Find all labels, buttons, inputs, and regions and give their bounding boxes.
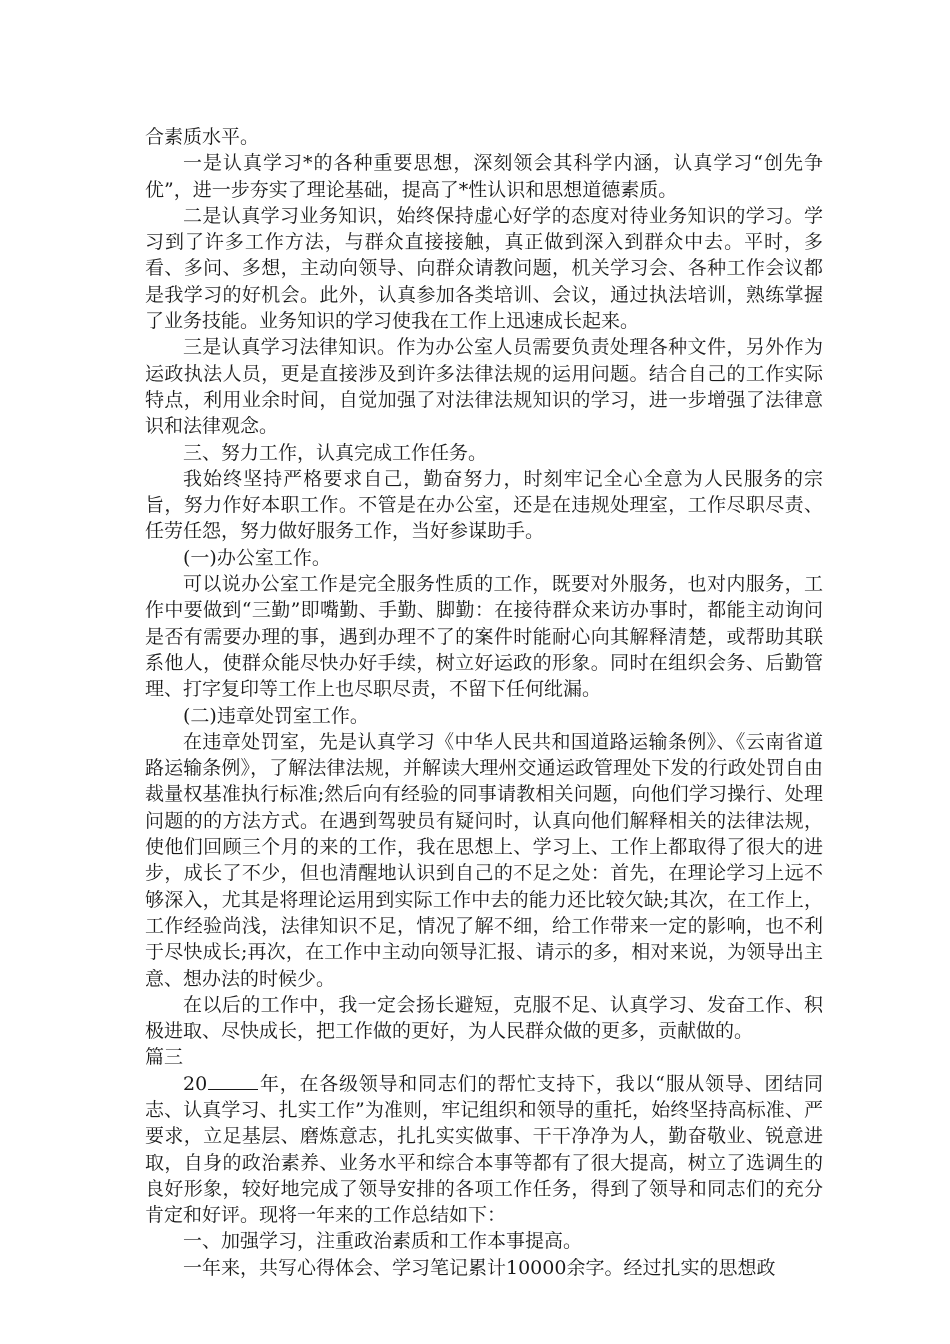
paragraph-study-theory: 一是认真学习*的各种重要思想，深刻领会其科学内涵，认真学习“创先争优”，进一步夯实了理论基础，提高了*性认识和思想道德素质。	[145, 152, 823, 201]
section-title-part-three: 篇三	[145, 1046, 184, 1069]
paragraph-study-business: 二是认真学习业务知识，始终保持虚心好学的态度对待业务知识的学习。学习到了许多工作方法，与群众直接接触，真正做到深入到群众中去。平时，多看、多问、多想，主动向领导、向群众请教问题，机关学习会、各种工作会议都是我学习的好机会。此外，认真参加各类培训、会议，通过执法培训，熟练掌握了业务技能。业务知识的学习使我在工作上迅速成长起来。	[145, 204, 823, 333]
paragraph-penalty-office: 在违章处罚室，先是认真学习《中华人民共和国道路运输条例》、《云南省道路运输条例》，了解法律法规，并解读大理州交通运政管理处下发的行政处罚自由裁量权基准执行标准;然后向有经验的同事请教相关问题，向他们学习操行、处理问题的的方法方式。在遇到驾驶员有疑问时，认真向他们解释相关的法律法规，使他们回顾三个月的来的工作，我在思想上、学习上、工作上都取得了很大的进步，成长了不少，但也清醒地认识到自己的不足之处：首先，在理论学习上远不够深入，尤其是将理论运用到实际工作中去的能力还比较欠缺;其次，在工作上，工作经验尚浅，法律知识不足，情况了解不细，给工作带来一定的影响，也不利于尽快成长;再次，在工作中主动向领导汇报、请示的多，相对来说，为领导出主意、想办法的时候少。	[145, 730, 823, 990]
paragraph-continuation: 合素质水平。	[145, 126, 260, 148]
subheading-office-work: (一)办公室工作。	[183, 546, 331, 569]
paragraph-future-work: 在以后的工作中，我一定会扬长避短，克服不足、认真学习、发奋工作、积极进取、尽快成长，把工作做的更好，为人民群众做的更多，贡献做的。	[145, 993, 823, 1043]
annual-intro-text: 年，在各级领导和同志们的帮忙支持下，我以“服从领导、团结同志、认真学习、扎实工作”为准则，牢记组织和领导的重托，始终坚持高标准、严要求，立足基层、磨炼意志，扎扎实实做事、干干净净为人，勤奋敬业、锐意进取，自身的政治素养、业务水平和综合本事等都有了很大提高，树立了选调生的良好形象，较好地完成了领导安排的各项工作任务，得到了领导和同志们的充分肯定和好评。现将一年来的工作总结如下：	[145, 1072, 823, 1227]
paragraph-office-work: 可以说办公室工作是完全服务性质的工作，既要对外服务，也对内服务，工作中要做到“三勤”即嘴勤、手勤、脚勤：在接待群众来访办事时，都能主动询问是否有需要办理的事，遇到办理不了的案件时能耐心向其解释清楚，或帮助其联系他人，使群众能尽快办好手续，树立好运政的形象。同时在组织会务、后勤管理、打字复印等工作上也尽职尽责，不留下任何纰漏。	[145, 573, 823, 701]
subheading-penalty-office: (二)违章处罚室工作。	[183, 704, 369, 727]
paragraph-learning-notes: 一年来，共写心得体会、学习笔记累计10000余字。经过扎实的思想政	[183, 1256, 776, 1279]
year-prefix: 20	[183, 1072, 208, 1095]
paragraph-work-attitude: 我始终坚持严格要求自己，勤奋努力，时刻牢记全心全意为人民服务的宗旨，努力作好本职工作。不管是在办公室，还是在违规处理室，工作尽职尽责、任劳任怨，努力做好服务工作，当好参谋助手。	[145, 467, 823, 543]
paragraph-study-law: 三是认真学习法律知识。作为办公室人员需要负责处理各种文件，另外作为运政执法人员，更是直接涉及到许多法律法规的运用问题。结合自己的工作实际特点，利用业余时间，自觉加强了对法律法规知识的学习，进一步增强了法律意识和法律观念。	[145, 336, 823, 438]
section-heading-learning: 一、加强学习，注重政治素质和工作本事提高。	[183, 1230, 583, 1253]
paragraph-annual-intro	[145, 1071, 823, 1229]
section-heading-work: 三、努力工作，认真完成工作任务。	[183, 441, 488, 464]
year-blank	[208, 1071, 258, 1090]
document-body	[145, 124, 823, 1281]
